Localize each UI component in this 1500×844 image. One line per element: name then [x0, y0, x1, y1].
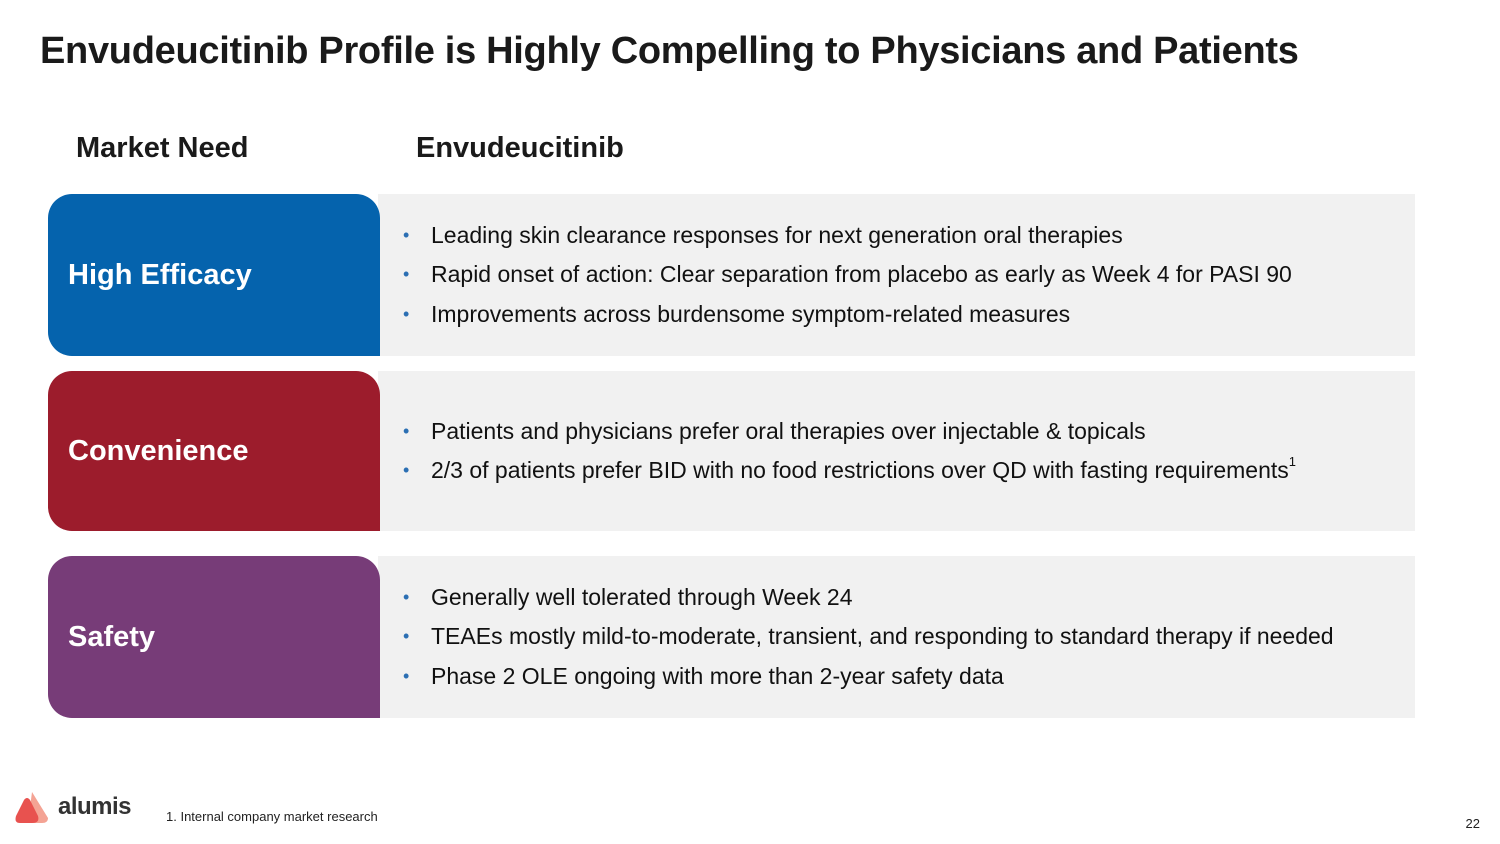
bullet-list [400, 371, 1296, 531]
bullet-icon: • [403, 586, 410, 607]
row-safety [48, 556, 1415, 718]
bullet-item [400, 451, 1296, 491]
footnote: 1. Internal company market research [166, 809, 378, 824]
bullet-item [400, 578, 1334, 618]
row-label-safety: Safety [48, 556, 380, 718]
column-header-product: Envudeucitinib [416, 132, 624, 164]
bullet-item [400, 216, 1292, 256]
row-high-efficacy [48, 194, 1415, 356]
row-label-high-efficacy: High Efficacy [48, 194, 380, 356]
footnote-marker: 1 [1288, 454, 1297, 470]
bullet-icon: • [403, 264, 410, 285]
bullet-item [400, 617, 1334, 657]
bullet-item [400, 255, 1292, 295]
bullet-text: Improvements across burdensome symptom-related measures [431, 300, 1071, 327]
bullet-icon: • [403, 626, 410, 647]
row-convenience [48, 371, 1415, 531]
bullet-text: 2/3 of patients prefer BID with no food restrictions over QD with fasting requirements [431, 457, 1289, 483]
alumis-logo-icon [14, 790, 50, 824]
company-logo [14, 790, 131, 824]
bullet-item [400, 295, 1292, 335]
row-label-convenience: Convenience [48, 371, 380, 531]
bullet-item [400, 657, 1334, 697]
bullet-item [400, 412, 1296, 452]
bullet-icon: • [403, 303, 410, 324]
bullet-icon: • [403, 665, 410, 686]
slide-title: Envudeucitinib Profile is Highly Compelling to Physicians and Patients [40, 30, 1299, 72]
bullet-icon: • [403, 224, 410, 245]
bullet-text: Generally well tolerated through Week 24 [431, 583, 853, 610]
bullet-list [400, 556, 1334, 718]
bullet-text: Rapid onset of action: Clear separation from placebo as early as Week 4 for PASI 90 [431, 261, 1292, 288]
bullet-text: TEAEs mostly mild-to-moderate, transient, and responding to standard therapy if needed [431, 623, 1334, 650]
logo-wordmark: alumis [58, 793, 132, 820]
bullet-icon: • [403, 460, 410, 480]
bullet-text: Leading skin clearance responses for next generation oral therapies [431, 221, 1123, 248]
column-header-market-need: Market Need [76, 132, 249, 164]
bullet-icon: • [403, 420, 410, 441]
bullet-list [400, 194, 1292, 356]
page-number: 22 [1465, 816, 1480, 831]
bullet-text: Patients and physicians prefer oral therapies over injectable & topicals [431, 417, 1146, 444]
bullet-text: Phase 2 OLE ongoing with more than 2-year safety data [431, 662, 1004, 689]
